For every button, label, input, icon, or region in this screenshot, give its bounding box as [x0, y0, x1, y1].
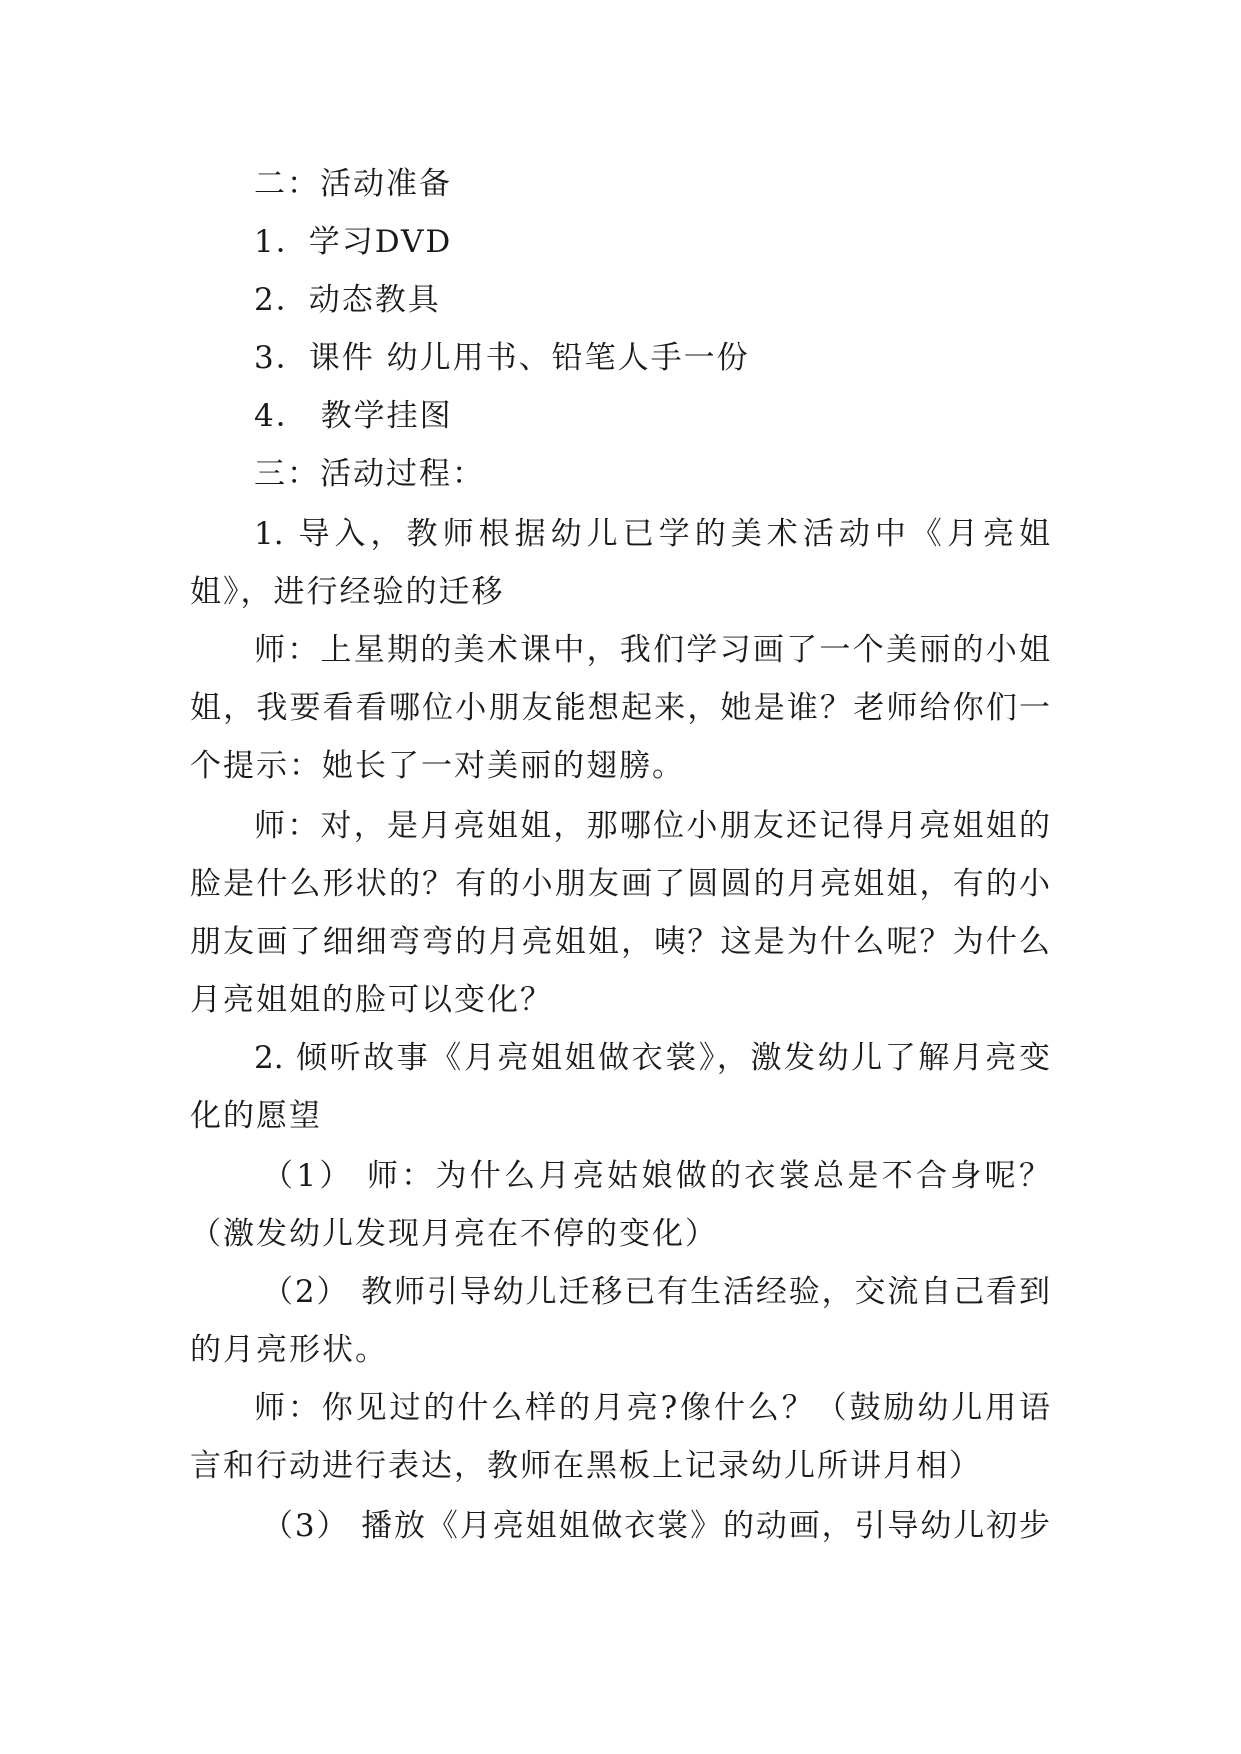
paragraph-line: 脸是什么形状的？有的小朋友画了圆圆的月亮姐姐，有的小 — [190, 866, 1050, 902]
paragraph-line: 师：对，是月亮姐姐，那哪位小朋友还记得月亮姐姐的 — [254, 808, 1050, 844]
section-heading-preparation: 二：活动准备 — [254, 166, 452, 202]
section-heading-process: 三：活动过程： — [254, 456, 485, 492]
paragraph-line: （2） 教师引导幼儿迁移已有生活经验，交流自己看到 — [262, 1274, 1050, 1310]
paragraph-line: （3） 播放《月亮姐姐做衣裳》的动画，引导幼儿初步 — [262, 1508, 1050, 1544]
paragraph-line: 的月亮形状。 — [190, 1332, 388, 1368]
paragraph-line: 朋友画了细细弯弯的月亮姐姐，咦？这是为什么呢？为什么 — [190, 924, 1050, 960]
paragraph-line: 师：你见过的什么样的月亮?像什么？（鼓励幼儿用语 — [254, 1390, 1050, 1426]
paragraph-line: 化的愿望 — [190, 1098, 322, 1134]
paragraph-line: 2. 倾听故事《月亮姐姐做衣裳》，激发幼儿了解月亮变 — [254, 1040, 1050, 1076]
paragraph-line: 姐》，进行经验的迁移 — [190, 574, 505, 610]
paragraph-line: 言和行动进行表达，教师在黑板上记录幼儿所讲月相） — [190, 1448, 982, 1484]
list-item-courseware: 3．课件 幼儿用书、铅笔人手一份 — [254, 340, 750, 376]
list-item-wall-chart: 4． 教学挂图 — [254, 398, 453, 434]
paragraph-line: （激发幼儿发现月亮在不停的变化） — [190, 1216, 718, 1252]
paragraph-line: 个提示：她长了一对美丽的翅膀。 — [190, 748, 685, 784]
paragraph-line: （1） 师：为什么月亮姑娘做的衣裳总是不合身呢？ — [262, 1158, 1050, 1194]
paragraph-line: 姐，我要看看哪位小朋友能想起来，她是谁？老师给你们一 — [190, 690, 1050, 726]
list-item-teaching-aids: 2．动态教具 — [254, 282, 441, 318]
paragraph-line: 师：上星期的美术课中，我们学习画了一个美丽的小姐 — [254, 632, 1050, 668]
paragraph-line: 月亮姐姐的脸可以变化？ — [190, 982, 553, 1018]
paragraph-line: 1. 导入，教师根据幼儿已学的美术活动中《月亮姐 — [254, 516, 1050, 552]
list-item-dvd: 1．学习DVD — [254, 224, 453, 260]
